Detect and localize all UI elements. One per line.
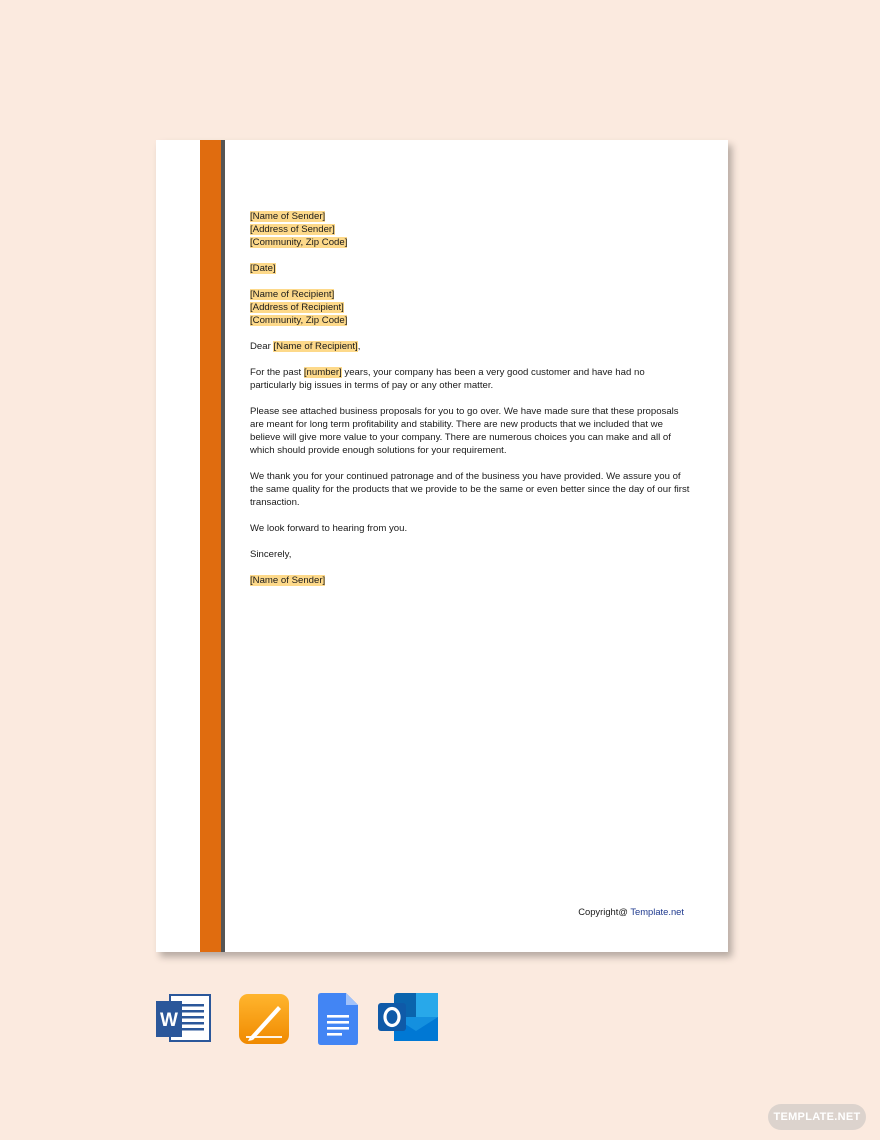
copyright-link[interactable]: Template.net [630,906,684,917]
signature-block [250,574,690,587]
sender-address: [Address of Sender] [250,224,335,235]
paragraph-2: Please see attached business proposals for you to go over. We have made sure that these proposals are meant for long term profitability and stability. There are new products that we included that we believe will give more value to your company. There are numerous choices you can make and all of which should provide enough solutions for your requirement. [250,406,679,456]
google-docs-icon[interactable] [318,993,358,1050]
sender-name: [Name of Sender] [250,211,326,222]
salutation-prefix: Dear [250,341,274,352]
salutation [250,340,690,353]
closing: Sincerely, [250,549,292,560]
letter-date: [Date] [250,263,276,274]
letter-body [250,210,690,600]
paragraph-4: We look forward to hearing from you. [250,523,408,534]
date-block [250,262,690,275]
salutation-name: [Name of Recipient] [273,341,358,352]
paragraph-1-before: For the past [250,367,304,378]
recipient-community: [Community, Zip Code] [250,315,348,326]
orange-side-stripe [200,140,221,952]
pages-icon[interactable] [238,993,290,1050]
letter-page [156,140,728,952]
template-net-badge[interactable]: TEMPLATE.NET [768,1104,866,1130]
outlook-icon[interactable] [378,993,440,1048]
salutation-suffix: , [357,341,361,352]
paragraph-1-after: years, your company has been a very good customer and have had no particularly big issues in terms of pay or any other matter. [250,367,645,391]
gray-side-stripe [221,140,225,952]
paragraph-3: We thank you for your continued patronage and of the business you have provided. We assure you of the same quality for the products that we provide to be the same or even better since the day of our first transaction. [250,471,690,508]
paragraph-1 [250,366,690,392]
recipient-name: [Name of Recipient] [250,289,335,300]
sender-block [250,210,690,249]
recipient-block [250,288,690,327]
copyright-label: Copyright@ [578,906,631,917]
number-placeholder: [number] [303,367,342,378]
signature-name: [Name of Sender] [250,575,326,586]
recipient-address: [Address of Recipient] [250,302,344,313]
copyright-footer [578,906,684,917]
word-icon[interactable] [156,993,212,1048]
sender-community: [Community, Zip Code] [250,237,348,248]
word-letter: W [160,1010,178,1031]
